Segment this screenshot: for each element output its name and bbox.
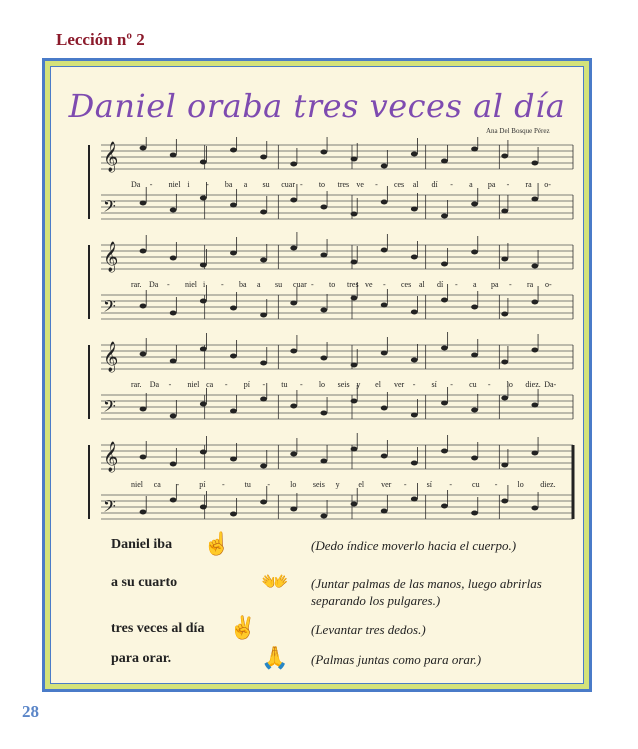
note-head <box>531 348 538 353</box>
lyric-syllable: tu <box>281 380 288 389</box>
lyric-syllable: to <box>318 180 326 189</box>
note-head <box>531 403 538 408</box>
lyric-syllable: cuar <box>293 280 307 289</box>
lyric-syllable: dí <box>437 280 444 289</box>
note-head <box>140 455 147 460</box>
note-head <box>290 301 297 306</box>
lyric-syllable: tu <box>244 480 251 489</box>
note-head <box>351 260 358 265</box>
note-head <box>200 347 207 352</box>
gesture-instruction: (Dedo índice moverlo hacia el cuerpo.) <box>311 538 517 553</box>
note-head <box>290 198 297 203</box>
lyric-syllable: Da <box>131 180 141 189</box>
lyric-syllable: - <box>167 280 170 289</box>
note-head <box>320 356 327 361</box>
lyric-syllable: - <box>221 480 225 489</box>
lyric-syllable: lo <box>517 480 524 489</box>
lyric-syllable: ve <box>356 180 364 189</box>
note-head <box>260 313 267 318</box>
lyric-syllable: a <box>243 180 248 189</box>
lyric-syllable: ca <box>153 480 161 489</box>
lyric-syllable: al <box>412 180 419 189</box>
lyric-syllable: el <box>358 480 365 489</box>
lyric-syllable: - <box>449 480 452 489</box>
open-palms-icon: 👐 <box>261 569 289 594</box>
note-head <box>290 349 297 354</box>
note-head <box>471 456 478 461</box>
lyric-syllable: - <box>455 280 458 289</box>
lyric-syllable: a <box>473 280 477 289</box>
note-head <box>140 146 147 151</box>
note-head <box>411 207 418 212</box>
note-head <box>140 352 147 357</box>
note-head <box>230 354 237 359</box>
note-head <box>230 457 237 462</box>
note-head <box>351 502 358 507</box>
note-head <box>471 250 478 255</box>
lyric-syllable: pí <box>243 380 250 389</box>
note-head <box>290 246 297 251</box>
note-head <box>170 311 177 316</box>
note-head <box>411 497 418 502</box>
note-head <box>411 358 418 363</box>
note-head <box>230 409 237 414</box>
note-head <box>441 298 448 303</box>
note-head <box>170 414 177 419</box>
lyric-syllable: sí <box>426 480 432 489</box>
song-panel <box>51 67 583 683</box>
lyric-syllable: - <box>300 180 303 189</box>
lesson-heading: Lección nº 2 <box>56 30 145 49</box>
lyric-syllable: cu <box>469 380 477 389</box>
note-head <box>170 256 177 261</box>
pointing-hand-icon: ☝ <box>203 531 231 556</box>
music-score <box>71 137 581 537</box>
lyric-syllable: - <box>168 380 172 389</box>
lyric-syllable: niel <box>185 280 197 289</box>
gesture-row <box>111 531 571 561</box>
note-head <box>501 499 508 504</box>
song-frame <box>42 58 592 692</box>
note-head <box>170 359 177 364</box>
note-head <box>290 404 297 409</box>
lyric-syllable: to <box>329 280 336 289</box>
note-head <box>531 451 538 456</box>
bass-clef-icon: 𝄢 <box>103 296 116 320</box>
note-head <box>320 514 327 519</box>
lyric-syllable: diez. <box>525 380 541 389</box>
note-head <box>501 257 508 262</box>
lyric-syllable: - <box>224 380 228 389</box>
note-head <box>531 161 538 166</box>
lyric-syllable: - <box>450 380 453 389</box>
lyric-syllable: cuar <box>281 180 296 189</box>
note-head <box>501 209 508 214</box>
note-head <box>381 200 388 205</box>
note-head <box>441 214 448 219</box>
three-fingers-icon: ✌ <box>229 615 257 640</box>
lyric-syllable: - <box>149 180 153 189</box>
lyric-syllable: su <box>275 280 283 289</box>
note-head <box>531 506 538 511</box>
song-title: Daniel oraba tres veces al día <box>68 87 566 125</box>
lyric-syllable: Da <box>149 280 159 289</box>
lyric-syllable: ca <box>206 380 214 389</box>
note-head <box>320 253 327 258</box>
lyric-syllable: ba <box>239 280 247 289</box>
lyric-syllable: - <box>311 280 314 289</box>
treble-clef-icon: 𝄞 <box>103 142 119 172</box>
lyric-syllable: ver <box>393 380 405 389</box>
gesture-instruction: (Levantar tres dedos.) <box>311 622 426 637</box>
lyric-syllable: niel <box>168 180 181 189</box>
lyric-syllable: rar. <box>131 280 142 289</box>
note-head <box>260 155 267 160</box>
note-head <box>320 459 327 464</box>
treble-clef-icon: 𝄞 <box>103 242 119 272</box>
lyric-syllable: lo <box>506 380 513 389</box>
lyric-syllable: ra <box>525 180 532 189</box>
note-head <box>381 248 388 253</box>
note-head <box>260 500 267 505</box>
note-head <box>170 498 177 503</box>
lyric-syllable: pí <box>199 480 206 489</box>
note-head <box>230 148 237 153</box>
note-head <box>381 164 388 169</box>
note-head <box>200 402 207 407</box>
gesture-label: a su cuarto <box>111 575 178 590</box>
note-head <box>200 450 207 455</box>
lyric-syllable: rar. <box>131 380 142 389</box>
note-head <box>381 509 388 514</box>
lyric-syllable: ver <box>381 480 392 489</box>
note-head <box>441 449 448 454</box>
lyric-syllable: tres <box>337 180 350 189</box>
note-head <box>200 160 207 165</box>
treble-clef-icon: 𝄞 <box>103 442 119 472</box>
note-head <box>381 406 388 411</box>
gesture-label: Daniel iba <box>111 537 173 552</box>
note-head <box>351 157 358 162</box>
gesture-instruction: (Juntar palmas de las manos, luego abrirlas separando los pulgares.) <box>311 576 542 608</box>
lyric-syllable: sí <box>431 380 437 389</box>
note-head <box>381 303 388 308</box>
song-author: Ana Del Bosque Pérez <box>486 127 550 135</box>
gesture-label: para orar. <box>111 651 172 666</box>
bass-clef-icon: 𝄢 <box>103 396 116 420</box>
lyric-syllable: i <box>187 180 190 189</box>
note-head <box>441 159 448 164</box>
note-head <box>320 308 327 313</box>
note-head <box>140 249 147 254</box>
note-head <box>230 203 237 208</box>
note-head <box>381 351 388 356</box>
note-head <box>230 512 237 517</box>
gesture-row <box>111 615 571 645</box>
note-head <box>320 205 327 210</box>
note-head <box>170 462 177 467</box>
lyric-syllable: o- <box>545 280 552 289</box>
lyric-syllable: y <box>356 380 361 389</box>
lyric-syllable: pa <box>491 280 499 289</box>
lyric-syllable: su <box>262 180 270 189</box>
note-head <box>351 447 358 452</box>
note-head <box>200 196 207 201</box>
lyric-syllable: ba <box>224 180 233 189</box>
note-head <box>200 505 207 510</box>
note-head <box>381 454 388 459</box>
lyric-syllable: - <box>383 280 386 289</box>
note-head <box>471 353 478 358</box>
lyric-syllable: - <box>412 380 416 389</box>
gesture-label: tres veces al día <box>111 621 205 636</box>
note-head <box>290 162 297 167</box>
note-head <box>501 360 508 365</box>
note-head <box>351 296 358 301</box>
note-head <box>441 262 448 267</box>
gesture-row <box>111 645 571 675</box>
lyric-syllable: seis <box>337 380 350 389</box>
lyric-syllable: cu <box>472 480 480 489</box>
note-head <box>320 411 327 416</box>
note-head <box>140 304 147 309</box>
lyric-syllable: y <box>335 480 340 489</box>
note-head <box>351 399 358 404</box>
gesture-instruction: (Palmas juntas como para orar.) <box>311 652 482 667</box>
note-head <box>501 312 508 317</box>
note-head <box>351 363 358 368</box>
lyric-syllable: - <box>487 380 491 389</box>
lyric-syllable: seis <box>312 480 325 489</box>
lyric-syllable: ces <box>401 280 412 289</box>
note-head <box>411 152 418 157</box>
lyric-syllable: - <box>375 180 378 189</box>
bass-clef-icon: 𝄢 <box>103 196 116 220</box>
note-head <box>260 397 267 402</box>
lyric-syllable: ces <box>393 180 405 189</box>
note-head <box>501 154 508 159</box>
note-head <box>531 264 538 269</box>
note-head <box>170 153 177 158</box>
note-head <box>140 510 147 515</box>
lyric-syllable: pa <box>487 180 496 189</box>
note-head <box>441 504 448 509</box>
lyric-syllable: Da <box>149 380 160 389</box>
note-head <box>200 263 207 268</box>
lyric-syllable: a <box>257 280 261 289</box>
note-head <box>411 310 418 315</box>
note-head <box>411 461 418 466</box>
bass-clef-icon: 𝄢 <box>103 496 116 520</box>
note-head <box>230 251 237 256</box>
lyric-syllable: - <box>206 180 209 189</box>
lyric-syllable: diez. <box>540 480 556 489</box>
note-head <box>140 201 147 206</box>
note-head <box>441 346 448 351</box>
lyric-syllable: o- <box>544 180 551 189</box>
note-head <box>260 210 267 215</box>
lyric-syllable: niel <box>131 480 143 489</box>
lyric-syllable: dí <box>431 180 438 189</box>
note-head <box>471 305 478 310</box>
lyric-syllable: - <box>262 380 266 389</box>
treble-clef-icon: 𝄞 <box>103 342 119 372</box>
note-head <box>531 197 538 202</box>
lyric-syllable: ra <box>527 280 534 289</box>
lyric-syllable: - <box>221 280 224 289</box>
note-head <box>230 306 237 311</box>
lyric-syllable: - <box>450 180 453 189</box>
note-head <box>170 208 177 213</box>
note-head <box>471 408 478 413</box>
note-head <box>501 396 508 401</box>
lyric-syllable: - <box>509 280 512 289</box>
lyric-syllable: - <box>176 480 180 489</box>
note-head <box>140 407 147 412</box>
lyric-syllable: tres <box>347 280 359 289</box>
lyric-syllable: a <box>469 180 473 189</box>
note-head <box>471 511 478 516</box>
note-head <box>260 258 267 263</box>
lyric-syllable: ve <box>365 280 373 289</box>
lyric-syllable: lo <box>290 480 297 489</box>
note-head <box>200 299 207 304</box>
lyric-syllable: i <box>203 280 206 289</box>
note-head <box>260 464 267 469</box>
praying-hands-icon: 🙏 <box>261 645 289 670</box>
note-head <box>290 507 297 512</box>
note-head <box>471 147 478 152</box>
lyric-syllable: - <box>267 480 271 489</box>
gesture-row <box>111 569 571 608</box>
lyric-syllable: - <box>494 480 498 489</box>
note-head <box>531 300 538 305</box>
lyric-syllable: - <box>300 380 303 389</box>
note-head <box>411 255 418 260</box>
lyric-syllable: - <box>403 480 407 489</box>
lyric-syllable: lo <box>318 380 326 389</box>
page-number: 28 <box>22 702 39 721</box>
note-head <box>471 202 478 207</box>
lyric-syllable: niel <box>187 380 200 389</box>
note-head <box>411 413 418 418</box>
note-head <box>290 452 297 457</box>
lyric-syllable: el <box>375 380 381 389</box>
note-head <box>501 463 508 468</box>
note-head <box>320 150 327 155</box>
note-head <box>441 401 448 406</box>
note-head <box>351 212 358 217</box>
lyric-syllable: al <box>419 280 425 289</box>
note-head <box>260 361 267 366</box>
lyric-syllable: Da- <box>544 380 557 389</box>
lyric-syllable: - <box>506 180 510 189</box>
